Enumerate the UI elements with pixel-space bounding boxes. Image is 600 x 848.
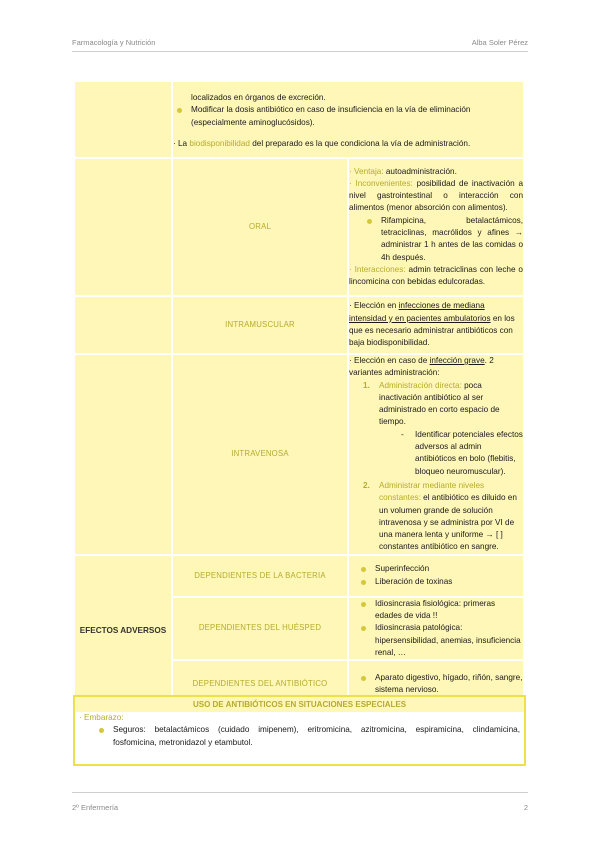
oral-inconvenientes: · Inconvenientes: posibilidad de inactivación a nivel gastrointestinal o interacción con alimentos (menor absorción con alimentos). (349, 178, 523, 213)
iv-item-1: 1. Administración directa: poca inactivación antibiótico al ser administrado en corto espacio de tiempo. (363, 380, 500, 427)
adverse-bacteria-label: DEPENDIENTES DE LA BACTERIA (172, 555, 348, 597)
antibiotics-table (73, 80, 525, 709)
list-item: Idiosincrasia patológica: hipersensibilidad, anemias, insuficiencia renal, … (357, 622, 523, 659)
header-right: Alba Soler Pérez (471, 38, 528, 47)
route-body-oral (348, 158, 524, 296)
list-item: Idiosincrasia fisiológica: primeras edades de vida !! (357, 598, 523, 623)
list-item: Superinfección (357, 563, 523, 575)
adverse-label: EFECTOS ADVERSOS (74, 555, 172, 708)
table-row-oral (74, 158, 524, 296)
list-item: Modificar la dosis antibiótico en caso de insuficiencia en la vía de eliminación (especialmente aminoglucósidos). (173, 104, 523, 129)
route-body-intramuscular: · Elección en infecciones de mediana intensidad y en pacientes ambulatorios en los que es necesario administrar antibióticos con baja biodisponibilidad. (348, 296, 524, 354)
page-number: 2 (523, 803, 528, 812)
special-title: USO DE ANTIBIÓTICOS EN SITUACIONES ESPECIALES (75, 697, 524, 712)
adverse-bacteria-list (348, 555, 524, 597)
footer-left: 2º Enfermería (72, 803, 119, 812)
route-body-intravenosa: · Elección en caso de infección grave. 2 variantes administración: 1. Administración directa: poca inactivación antibiótico al ser administrado en corto espacio de tiempo. - Identificar potenciales efectos adversos al admin antibióticos en bolo (flebitis, bloqueo neuromuscular). 2. Administrar mediante niveles constantes: el antibiótico es diluido en un volumen grande de solución intravenosa y se administra por VI de una manera lenta y uniforme → [ ] constantes antibiótico en sangre. (348, 354, 524, 555)
list-item: Rifampicina, betalactámicos, tetraciclinas, macrólidos y afines → administrar 1 h antes de las comidas o 4h después. (363, 215, 523, 264)
route-label-intramuscular: INTRAMUSCULAR (172, 296, 348, 354)
iv-item-2: 2. Administrar mediante niveles constantes: el antibiótico es diluido en un volumen grande de solución intravenosa y se administra por VI de una manera lenta y uniforme → [ ] constantes antibiótico en sangre. (363, 480, 517, 552)
adverse-drug-label: DEPENDIENTES DEL ANTIBIÓTICO (172, 660, 348, 708)
route-label-intravenosa: INTRAVENOSA (172, 354, 348, 555)
list-item: Liberación de toxinas (357, 576, 523, 588)
special-subtitle: · Embarazo: (79, 713, 124, 722)
adverse-host-label: DEPENDIENTES DEL HUÉSPED (172, 597, 348, 660)
bio-term: biodisponibilidad (189, 138, 250, 148)
bio-line: · La biodisponibilidad del preparado es la que condiciona la vía de administración. (173, 138, 471, 148)
special-situations-box (73, 695, 526, 766)
header-rule (72, 51, 528, 52)
table-row (74, 81, 524, 158)
table-cell (74, 81, 172, 158)
header-left: Farmacología y Nutrición (72, 38, 156, 47)
list-item: Aparato digestivo, hígado, riñón, sangre, sistema nervioso. (357, 672, 523, 697)
table-row-intravenosa (74, 354, 524, 555)
adverse-host-list (348, 597, 524, 660)
table-row-adverse-bacteria (74, 555, 524, 597)
table-row-intramuscular (74, 296, 524, 354)
footer-rule (72, 792, 528, 793)
iv-subitem: - Identificar potenciales efectos adversos al admin antibióticos en bolo (flebitis, bloqueo neuromuscular). (401, 429, 523, 476)
oral-ventaja: · Ventaja: autoadministración. (349, 166, 457, 176)
top-line: localizados en órganos de excreción. (191, 92, 326, 102)
oral-interacciones: · Interacciones: admin tetraciclinas con leche o lincomicina con bebidas edulcoradas. (349, 264, 523, 287)
route-label-oral: ORAL (172, 158, 348, 296)
top-block (172, 81, 524, 158)
list-item: Seguros: betalactámicos (cuidado imipenem), eritromicina, azitromicina, espiramicina, clindamicina, fosfomicina, metronidazol y etambutol. (95, 724, 520, 749)
